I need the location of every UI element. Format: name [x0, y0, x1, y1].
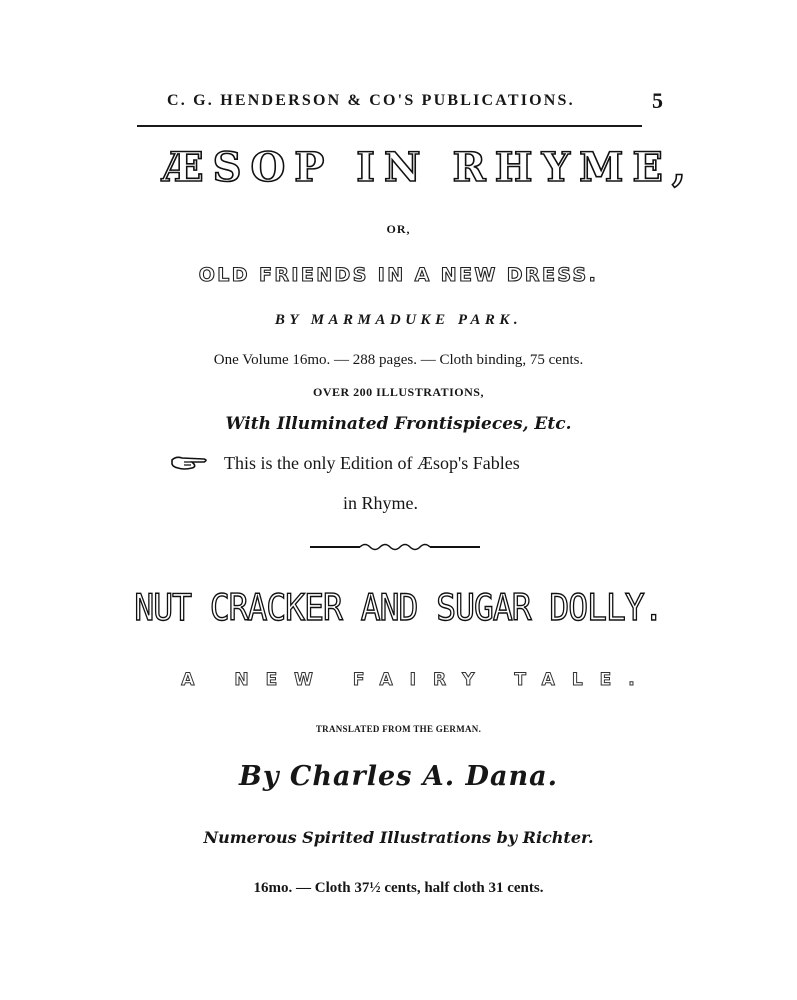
aesop-note-text: This is the only Edition of Æsop's Fables [224, 453, 520, 473]
aesop-frontispieces: With Illuminated Frontispieces, Etc. [225, 414, 572, 434]
nutcracker-title: NUT CRACKER AND SUGAR DOLLY. [134, 586, 663, 629]
aesop-title: ÆSOP IN RHYME, [162, 144, 695, 191]
ornamental-divider [310, 541, 480, 553]
nutcracker-author: By Charles A. Dana. [239, 761, 558, 792]
header-rule [137, 125, 642, 127]
page-header [137, 88, 669, 116]
translation-note: TRANSLATED FROM THE GERMAN. [315, 724, 482, 734]
page-number: 5 [652, 88, 663, 113]
aesop-subtitle: OLD FRIENDS IN A NEW DRESS. [198, 264, 599, 286]
aesop-note-continued: in Rhyme. [343, 493, 418, 513]
aesop-author: BY MARMADUKE PARK. [274, 312, 523, 328]
aesop-volume-info: One Volume 16mo. — 288 pages. — Cloth binding, 75 cents. [213, 352, 584, 368]
nutcracker-illustrations: Numerous Spirited Illustrations by Richter. [203, 828, 594, 847]
nutcracker-price: 16mo. — Cloth 37½ cents, half cloth 31 cents. [253, 880, 544, 896]
pointing-hand-icon [170, 454, 210, 472]
publisher-heading: C. G. HENDERSON & CO'S PUBLICATIONS. [167, 92, 575, 109]
nutcracker-subtitle: A NEW FAIRY TALE. [181, 670, 652, 690]
aesop-illustrations: OVER 200 ILLUSTRATIONS, [313, 385, 484, 399]
or-label: OR, [386, 222, 411, 236]
aesop-note [170, 453, 520, 474]
